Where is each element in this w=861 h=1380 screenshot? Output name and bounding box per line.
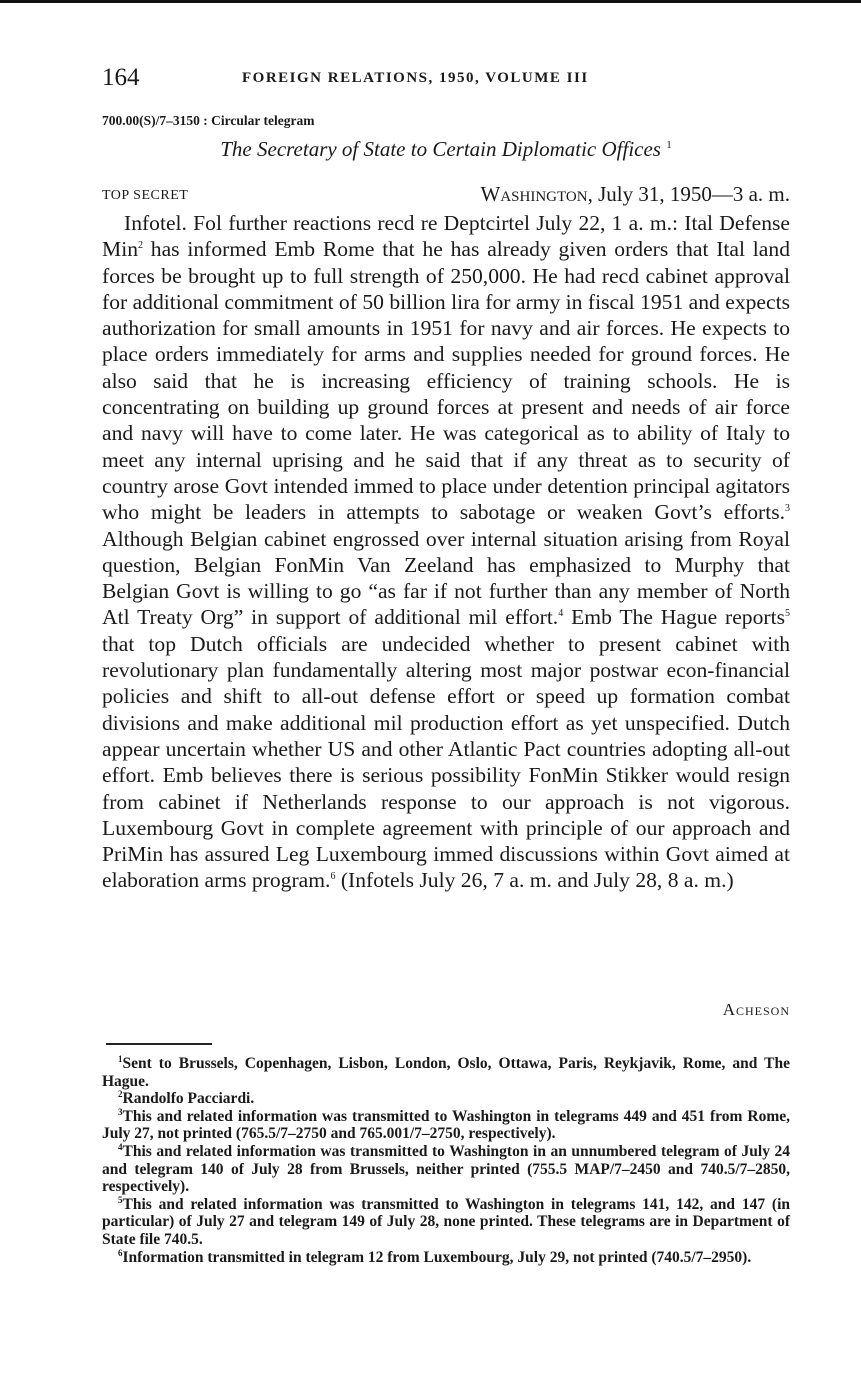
footnote [102,1055,790,1090]
footnote-number: 4 [118,1141,123,1152]
body-text-segment: has informed Emb Rome that he has already given orders that Ital land forces be brought up to full strength of 250,000. He had recd cabinet approval for additional commitment of 50 billion lira for army in fiscal 1951 and expects authorization for small amounts in 1951 for navy and air forces. He expects to place orders immediately for arms and supplies needed for ground forces. He also said that he is increasing efficiency of training schools. He is concentrating on building up ground forces at present and needs of air force and navy will have to come later. He was categorical as to ability of Italy to meet any internal uprising and he said that if any threat as to security of country arose Govt intended immed to place under detention principal agitators who might be leaders in attempts to sabotage or weaken Govt’s efforts. [102,237,790,525]
top-border-rule [0,0,861,3]
body-text-segment: Infotel. Fol further reactions recd re Deptcirtel July 22, 1 a. m.: Ital Defense Min [102,211,790,262]
footnote-number: 6 [118,1247,123,1258]
footnote-text: This and related information was transmitted to Washington in an unnumbered telegram of July 24 and telegram 140 of July 28 from Brussels, neither printed (755.5 MAP/7–2450 and 740.5/7–2850, respectively). [102,1142,790,1196]
file-reference: 700.00(S)/7–3150 : Circular telegram [102,113,315,128]
body-text-segment: that top Dutch officials are undecided whether to present cabinet with revolutionary plan fundamentally altering most major postwar econ-financial policies and shift to all-out defense effort or speed up formation combat divisions and make additional mil production effort as yet unspecified. Dutch appear uncertain whether US and other Atlantic Pact countries adopting all-out effort. Emb believes there is serious possibility FonMin Stikker would resign from cabinet if Netherlands response to our approach is not vigorous. Luxembourg Govt in complete agreement with principle of our approach and PriMin has assured Leg Luxembourg immed discussions within Govt aimed at elaboration arms program. [102,631,790,893]
footnote-divider [106,1043,212,1045]
classification-label: TOP SECRET [102,188,189,203]
footnote-text: This and related information was transmitted to Washington in telegrams 141, 142, and 147 (in particular) of July 27 and telegram 149 of July 28, none printed. These telegrams are in Department of State file 740.5. [102,1195,790,1248]
footnote-marker: 5 [785,608,790,620]
footnotes [102,1055,790,1266]
body-text-segment: (Infotels July 26, 7 a. m. and July 28, 8 a. m.) [335,868,734,893]
footnote-number: 5 [118,1194,123,1205]
footnote-marker: 6 [330,871,336,883]
footnote [102,1196,790,1249]
footnote [102,1108,790,1143]
date-text: , July 31, 1950—3 a. m. [587,182,790,206]
footnote-text: This and related information was transmitted to Washington in telegrams 449 and 451 from Rome, July 27, not printed (765.5/7–2750 and 765.001/7–2750, respectively). [102,1107,790,1143]
body-text-segment: Emb The Hague reports [563,605,785,630]
footnote-number: 1 [118,1053,123,1064]
footnote-marker: 2 [138,240,143,252]
footnote-marker: 3 [785,503,790,515]
document-title-text: The Secretary of State to Certain Diplomatic Offices [220,137,661,161]
footnote-number: 2 [118,1089,123,1100]
footnote-text: Sent to Brussels, Copenhagen, Lisbon, London, Oslo, Ottawa, Paris, Reykjavik, Rome, and The Hague. [102,1055,790,1090]
footnote-text: Information transmitted in telegram 12 from Luxembourg, July 29, not printed (740.5/7–2950). [122,1248,752,1266]
footnote-number: 3 [118,1106,123,1117]
signature: Acheson [722,1000,790,1019]
footnote [102,1143,790,1196]
footnote [102,1090,790,1108]
telegram-body [102,210,790,894]
place-and-date [481,182,790,207]
body-text-segment: Although Belgian cabinet engrossed over internal situation arising from Royal question, Belgian FonMin Van Zeeland has emphasized to Murphy that Belgian Govt is willing to go “as far if not further than any member of North Atl Treaty Org” in support of additional mil effort. [102,526,790,630]
running-head: FOREIGN RELATIONS, 1950, VOLUME III [242,70,589,86]
title-footnote-marker: 1 [666,139,672,151]
dateline [102,182,790,208]
footnote-text: Randolfo Pacciardi. [122,1090,255,1108]
page-number: 164 [102,64,140,91]
place-name: Washington [480,182,588,206]
document-title [102,137,790,162]
page-header [102,64,790,94]
footnote [102,1249,790,1267]
footnote-marker: 4 [558,608,564,620]
